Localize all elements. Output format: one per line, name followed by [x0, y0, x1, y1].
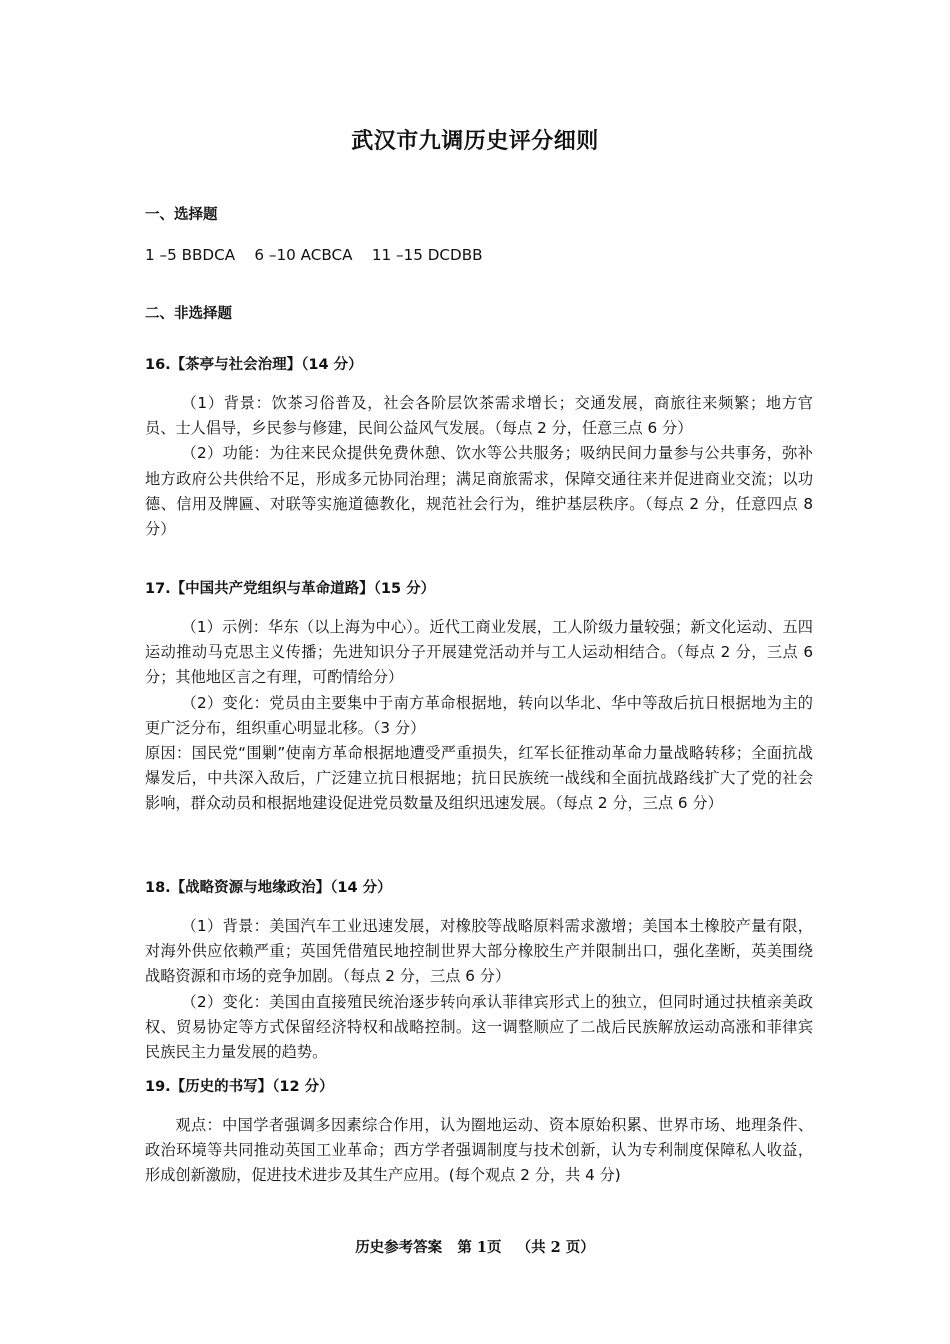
question-16-part-1: （1）背景：饮茶习俗普及，社会各阶层饮茶需求增长；交通发展，商旅往来频繁；地方官员、士人倡导，乡民参与修建，民间公益风气发展。（每点 2 分，任意三点 6 分）: [145, 394, 813, 438]
page-title: 武汉市九调历史评分细则: [351, 129, 599, 154]
question-17-part-2: （2）变化：党员由主要集中于南方革命根据地，转向以华北、华中等敌后抗日根据地为主的更广泛分布，组织重心明显北移。（3 分）: [145, 693, 813, 737]
question-17-heading: 17.【中国共产党组织与革命道路】（15 分）: [145, 581, 436, 597]
multiple-choice-answers: 1 –5 BBDCA 6 –10 ACBCA 11 –15 DCDBB: [145, 246, 483, 264]
question-18-answer: [145, 914, 813, 1065]
question-16-part-2: （2）功能：为往来民众提供免费休憩、饮水等公共服务；吸纳民间力量参与公共事务，弥补地方政府公共供给不足，形成多元协同治理；满足商旅需求，保障交通往来并促进商业交流；以功德、信用及牌匾、对联等实施道德教化，规范社会行为，维护基层秩序。（每点 2 分，任意四点 8 分）: [145, 444, 813, 539]
question-18-part-1: （1）背景：美国汽车工业迅速发展，对橡胶等战略原料需求激增；美国本土橡胶产量有限，对海外供应依赖严重；英国凭借殖民地控制世界大部分橡胶生产并限制出口，强化垄断，英美围绕战略资源和市场的竞争加剧。（每点 2 分，三点 6 分）: [145, 917, 813, 986]
page-footer: 历史参考答案 第 1页 （共 2 页）: [355, 1239, 595, 1256]
section-heading-non-choice: 二、非选择题: [145, 306, 232, 322]
question-16-answer: [145, 391, 813, 542]
question-17-part-1: （1）示例：华东（以上海为中心）。近代工商业发展，工人阶级力量较强；新文化运动、五四运动推动马克思主义传播；先进知识分子开展建党活动并与工人运动相结合。（每点 2 分，三点 6 分；其他地区言之有理，可酌情给分）: [145, 618, 813, 687]
question-17-answer: [145, 615, 813, 817]
question-19-answer: [145, 1113, 813, 1189]
question-19-viewpoint: 观点：中国学者强调多因素综合作用，认为圈地运动、资本原始积累、世界市场、地理条件、政治环境等共同推动英国工业革命；西方学者强调制度与技术创新，认为专利制度保障私人收益，形成创新激励，促进技术进步及其生产应用。(每个观点 2 分，共 4 分): [145, 1116, 813, 1185]
question-17-reasons: 原因：国民党“围剿”使南方革命根据地遭受严重损失，红军长征推动革命力量战略转移；全面抗战爆发后，中共深入敌后，广泛建立抗日根据地；抗日民族统一战线和全面抗战路线扩大了党的社会影响，群众动员和根据地建设促进党员数量及组织迅速发展。（每点 2 分，三点 6 分）: [145, 744, 813, 813]
question-18-heading: 18.【战略资源与地缘政治】（14 分）: [145, 880, 392, 896]
question-18-part-2: （2）变化：美国由直接殖民统治逐步转向承认菲律宾形式上的独立，但同时通过扶植亲美政权、贸易协定等方式保留经济特权和战略控制。这一调整顺应了二战后民族解放运动高涨和菲律宾民族民主力量发展的趋势。: [145, 992, 813, 1062]
question-16-heading: 16.【茶亭与社会治理】（14 分）: [145, 357, 363, 373]
section-heading-multiple-choice: 一、选择题: [145, 207, 218, 223]
question-19-heading: 19.【历史的书写】（12 分）: [145, 1079, 334, 1095]
